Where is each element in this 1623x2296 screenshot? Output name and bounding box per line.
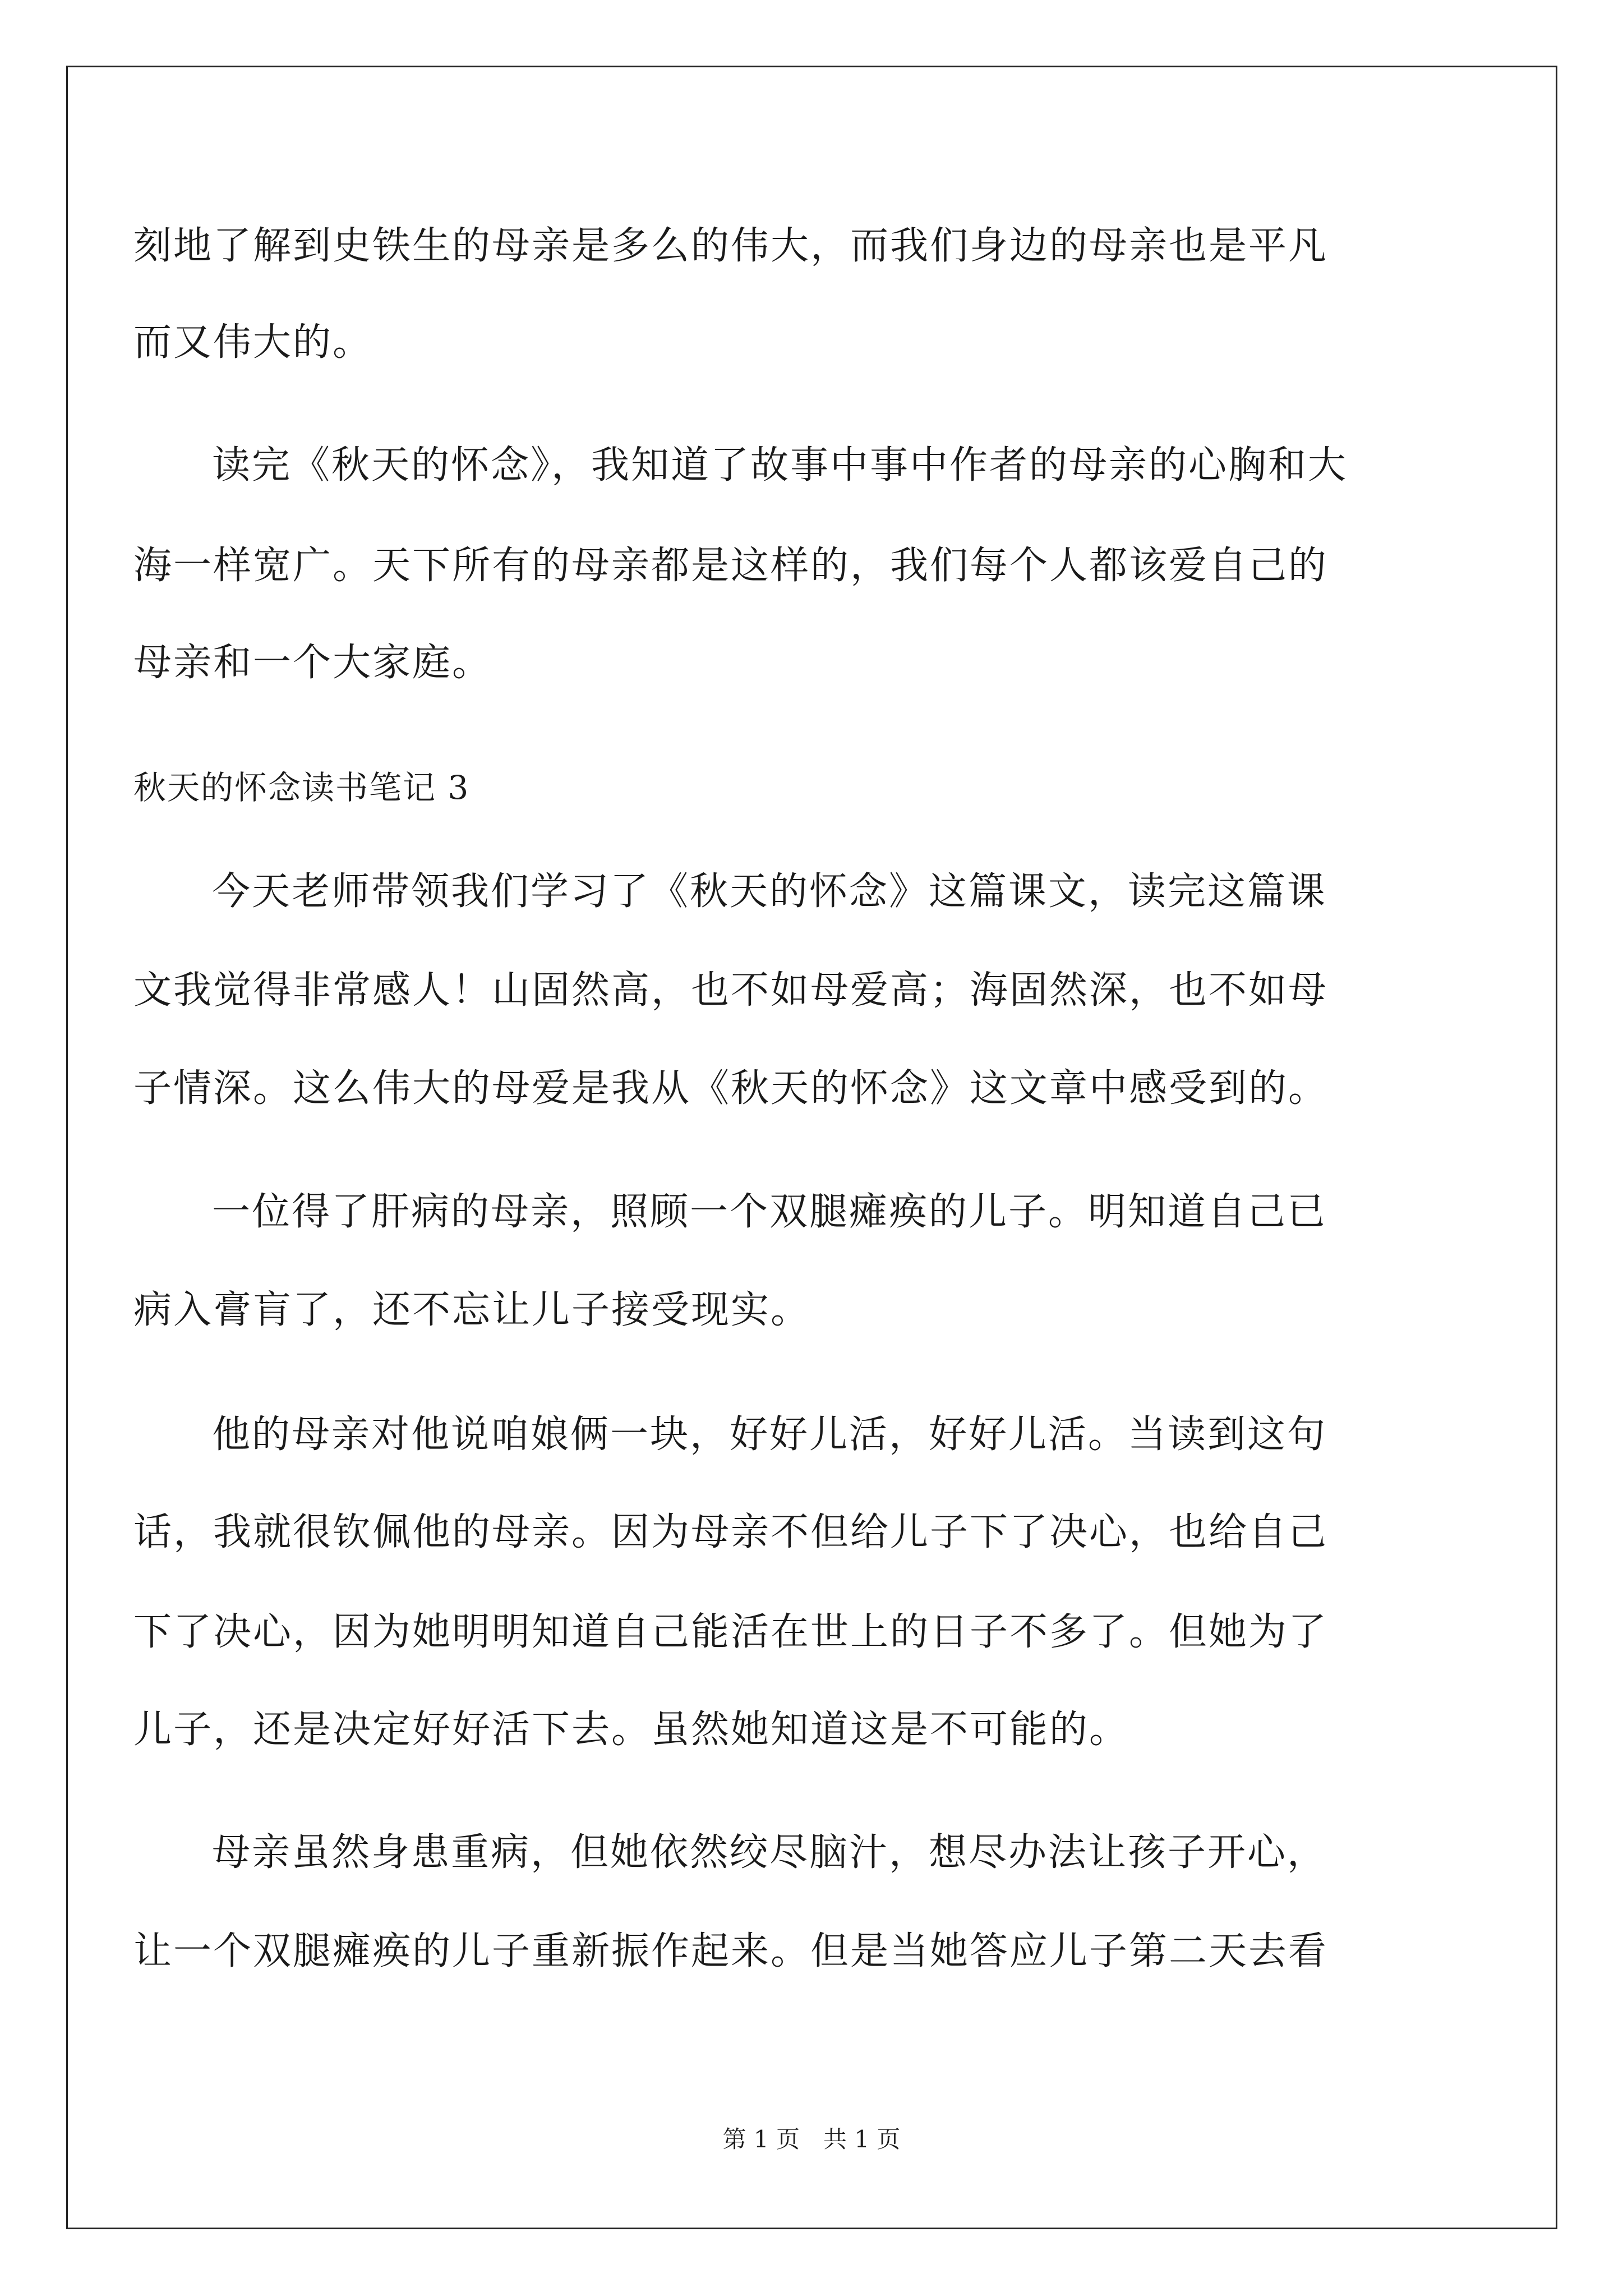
body-line: 话，我就很钦佩他的母亲。因为母亲不但给儿子下了决心，也给自己 <box>133 1510 1329 1554</box>
body-line: 而又伟大的。 <box>133 320 373 365</box>
paragraph-first-line: 一位得了肝病的母亲，照顾一个双腿瘫痪的儿子。明知道自己已 <box>212 1190 1327 1234</box>
body-line: 儿子，还是决定好好活下去。虽然她知道这是不可能的。 <box>133 1708 1129 1752</box>
page-footer: 第 1 页 共 1 页 <box>722 2125 901 2153</box>
body-line: 海一样宽广。天下所有的母亲都是这样的，我们每个人都该爱自己的 <box>133 544 1329 588</box>
body-line: 文我觉得非常感人！山固然高，也不如母爱高；海固然深，也不如母 <box>133 968 1329 1013</box>
body-line: 下了决心，因为她明明知道自己能活在世上的日子不多了。但她为了 <box>133 1610 1329 1654</box>
body-line: 子情深。这么伟大的母爱是我从《秋天的怀念》这文章中感受到的。 <box>133 1066 1329 1111</box>
section-heading: 秋天的怀念读书笔记 3 <box>133 769 470 807</box>
body-line: 母亲和一个大家庭。 <box>133 641 492 685</box>
body-line: 刻地了解到史铁生的母亲是多么的伟大，而我们身边的母亲也是平凡 <box>133 224 1329 268</box>
paragraph-first-line: 读完《秋天的怀念》，我知道了故事中事中作者的母亲的心胸和大 <box>212 443 1348 487</box>
paragraph-first-line: 母亲虽然身患重病，但她依然绞尽脑汁，想尽办法让孩子开心， <box>212 1830 1327 1875</box>
page-border <box>66 66 1557 2229</box>
body-line: 让一个双腿瘫痪的儿子重新振作起来。但是当她答应儿子第二天去看 <box>133 1929 1329 1973</box>
paragraph-first-line: 今天老师带领我们学习了《秋天的怀念》这篇课文，读完这篇课 <box>212 869 1327 914</box>
paragraph-first-line: 他的母亲对他说咱娘俩一块，好好儿活，好好儿活。当读到这句 <box>212 1412 1327 1457</box>
body-line: 病入膏肓了，还不忘让儿子接受现实。 <box>133 1288 811 1332</box>
